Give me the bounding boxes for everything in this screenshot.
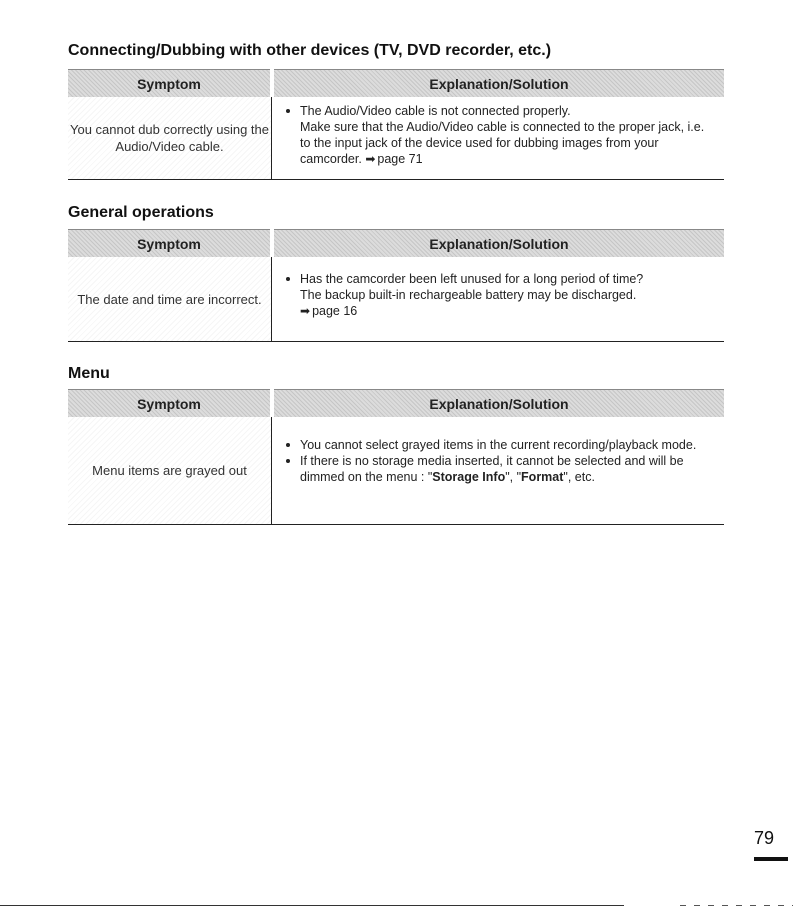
table-row [68, 97, 724, 179]
solution-text [286, 119, 712, 167]
symptom-column-header: Symptom [68, 69, 270, 97]
table-header [68, 389, 724, 417]
bullet-item [286, 437, 712, 453]
bullet-text: The Audio/Video cable is not connected properly. [300, 104, 571, 118]
explanation-column-header: Explanation/Solution [274, 229, 724, 257]
trailing-text: ", etc. [563, 470, 595, 484]
bullet-item [286, 103, 712, 119]
symptom-text: Menu items are grayed out [92, 463, 247, 478]
symptom-cell [68, 417, 272, 524]
symptom-text: The date and time are incorrect. [77, 291, 262, 307]
table-header [68, 229, 724, 257]
troubleshooting-table-menu [68, 389, 724, 525]
page-reference-link[interactable]: page 71 [377, 152, 423, 166]
bullet-text: If there is no storage media inserted, it cannot be selected and will be dimmed on the menu : " [300, 454, 684, 484]
arrow-right-icon: ➡ [300, 304, 311, 318]
bullet-item [286, 271, 712, 287]
page-reference-link[interactable]: page 16 [312, 304, 358, 318]
symptom-cell [68, 97, 272, 179]
table-row [68, 257, 724, 341]
troubleshooting-table-general [68, 229, 724, 342]
solution-text [286, 287, 712, 303]
bullet-text: Has the camcorder been left unused for a long period of time? [300, 272, 644, 286]
section-heading-general-operations: General operations [68, 204, 214, 221]
table-header [68, 69, 724, 97]
bullet-text: You cannot select grayed items in the current recording/playback mode. [300, 438, 697, 452]
solution-detail: Make sure that the Audio/Video cable is connected to the proper jack, i.e. to the input jack of the device used for dubbing images from your camcorder. [300, 120, 705, 166]
footer-dashed-rule [680, 905, 793, 906]
page-title: Connecting/Dubbing with other devices (TV, DVD recorder, etc.) [68, 42, 552, 59]
table-row [68, 417, 724, 524]
page-number: 79 [754, 828, 775, 848]
separator-text: ", " [505, 470, 522, 484]
symptom-column-header: Symptom [68, 389, 270, 417]
solution-detail: The backup built-in rechargeable battery may be discharged. [300, 288, 637, 302]
explanation-column-header: Explanation/Solution [274, 69, 724, 97]
explanation-cell [272, 257, 724, 341]
page-number-underline [754, 857, 788, 861]
explanation-column-header: Explanation/Solution [274, 389, 724, 417]
troubleshooting-table-dubbing [68, 69, 724, 180]
symptom-column-header: Symptom [68, 229, 270, 257]
symptom-cell [68, 257, 272, 341]
page-reference [286, 303, 712, 319]
menu-option-format: Format [521, 470, 564, 484]
section-heading-menu: Menu [68, 365, 110, 382]
menu-option-storage-info: Storage Info [432, 470, 506, 484]
bullet-item [286, 453, 712, 485]
symptom-text: You cannot dub correctly using the Audio/Video cable. [70, 122, 269, 154]
arrow-right-icon: ➡ [365, 152, 376, 166]
explanation-cell [272, 417, 724, 524]
footer-rule [0, 905, 624, 906]
explanation-cell [272, 97, 724, 179]
